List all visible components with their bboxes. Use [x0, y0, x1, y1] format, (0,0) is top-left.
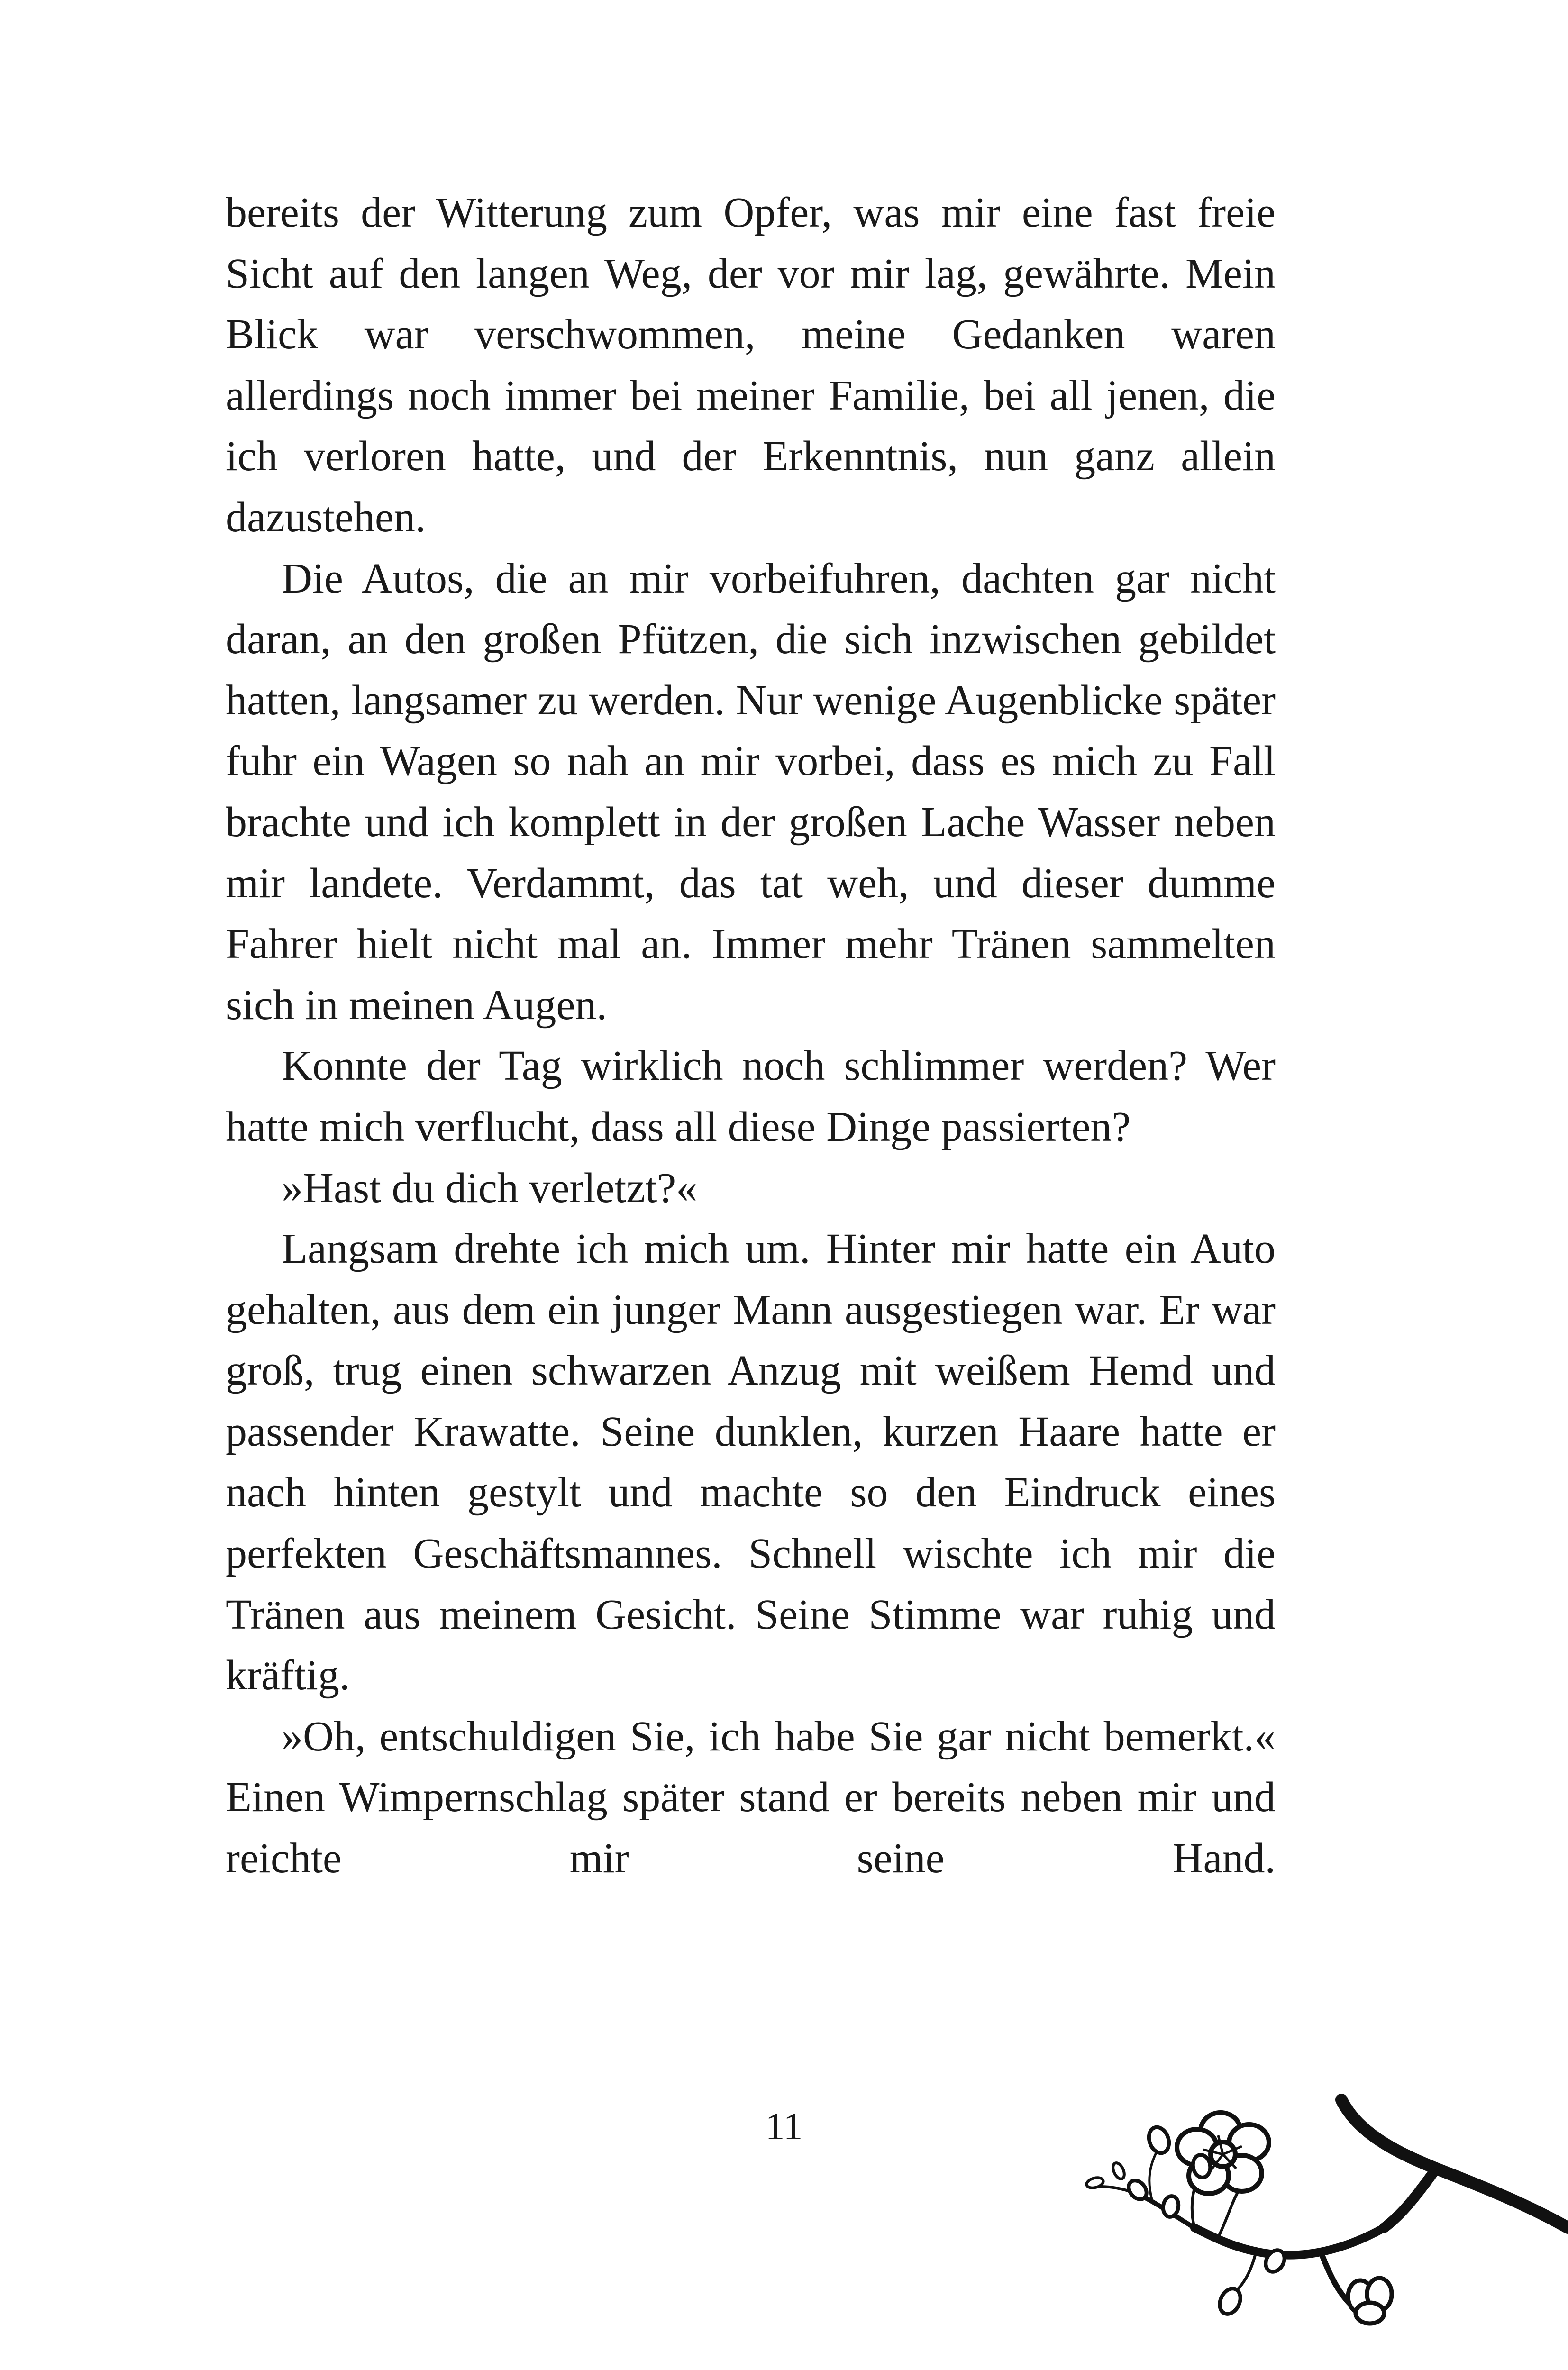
- paragraph-6: »Oh, entschuldigen Sie, ich habe Sie gar nicht bemerkt.« Einen Wimpernschlag später stand er bereits neben mir und reichte mir seine Hand.: [226, 1713, 1276, 1882]
- paragraph-4: »Hast du dich verletzt?«: [282, 1164, 698, 1212]
- page-number: 11: [765, 2105, 803, 2148]
- paragraph-3: Konnte der Tag wirklich noch schlimmer werden? Wer hatte mich verflucht, dass all diese Dinge passierten?: [226, 1042, 1276, 1150]
- paragraph-5: Langsam drehte ich mich um. Hinter mir hatte ein Auto gehalten, aus dem ein junger Mann ausgestiegen war. Er war groß, trug einen schwarzen Anzug mit weißem Hemd und passender Krawatte. Seine dunklen, kurzen Haare hatte er nach hinten gestylt und machte so den Eindruck eines perfekten Geschäftsmannes. Schnell wischte ich mir die Tränen aus meinem Gesicht. Seine Stimme war ruhig und kräftig.: [226, 1225, 1276, 1699]
- body-text: [226, 182, 1276, 1889]
- cherry-blossom-branch-icon: [1076, 2086, 1568, 2332]
- paragraph-2: Die Autos, die an mir vorbeifuhren, dachten gar nicht daran, an den großen Pfützen, die sich inzwischen gebildet hatten, langsamer zu werden. Nur wenige Augenblicke später fuhr ein Wagen so nah an mir vorbei, dass es mich zu Fall brachte und ich komplett in der großen Lache Wasser neben mir landete. Verdammt, das tat weh, und dieser dumme Fahrer hielt nicht mal an. Immer mehr Tränen sammelten sich in meinen Augen.: [226, 555, 1276, 1029]
- paragraph-1: bereits der Witterung zum Opfer, was mir eine fast freie Sicht auf den langen Weg, der vor mir lag, gewährte. Mein Blick war verschwommen, meine Gedanken waren allerdings noch immer bei meiner Familie, bei all jenen, die ich verloren hatte, und der Erkenntnis, nun ganz allein dazustehen.: [226, 189, 1276, 541]
